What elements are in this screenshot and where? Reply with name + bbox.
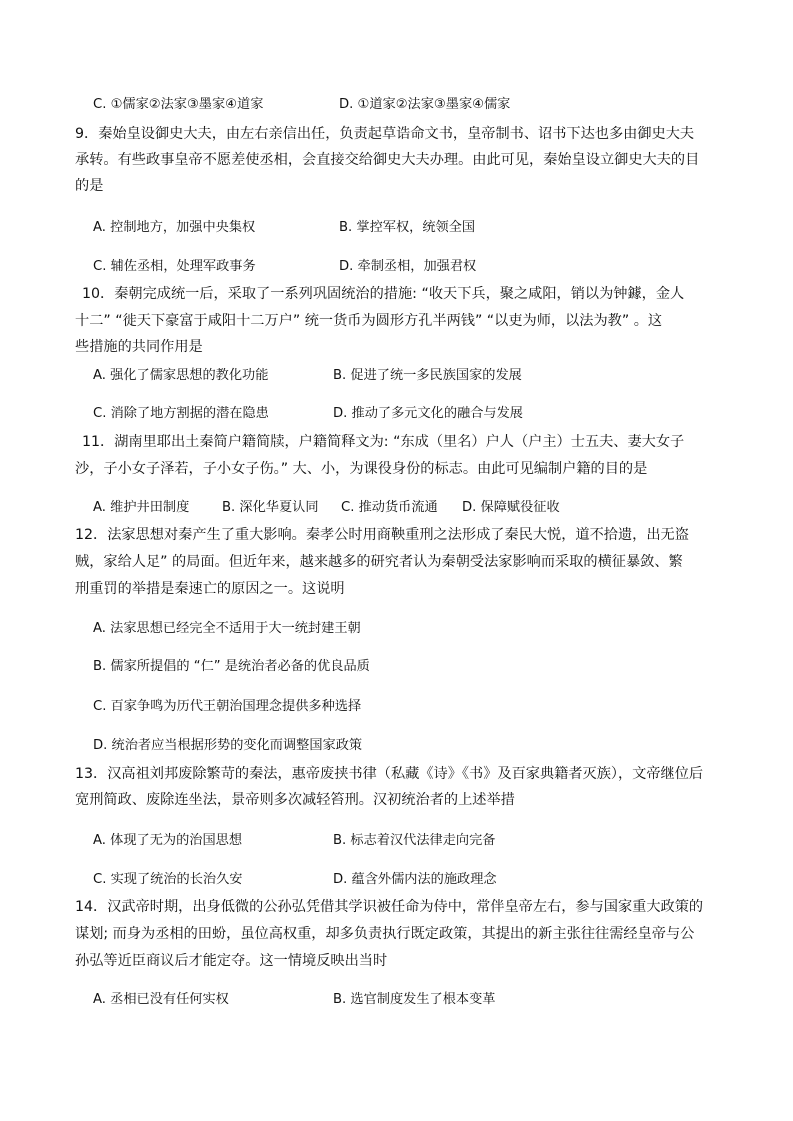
q10-option-c: C. 消除了地方割据的潜在隐患 xyxy=(93,406,269,421)
q10-option-b: B. 促进了统一多民族国家的发展 xyxy=(333,368,522,383)
q10-option-a: A. 强化了儒家思想的教化功能 xyxy=(93,368,269,383)
q10-option-d: D. 推动了多元文化的融合与发展 xyxy=(333,406,523,421)
q8-option-c: C. ①儒家②法家③墨家④道家 xyxy=(93,97,264,112)
q13-stem-line-2: 宽刑简政、废除连坐法，景帝则多次减轻笞刑。汉初统治者的上述举措 xyxy=(75,792,515,808)
q9-stem-line-2: 承转。有些政事皇帝不愿差使丞相，会直接交给御史大夫办理。由此可见，秦始皇设立御史大夫的目 xyxy=(75,152,700,168)
q9-stem-line-3: 的是 xyxy=(75,178,104,194)
q10-stem-line-2: 十二” “徙天下豪富于咸阳十二万户” 统一货币为圆形方孔半两钱” “以吏为师，以法为教” 。这 xyxy=(75,313,663,329)
q12-stem-line-2: 贼，家给人足” 的局面。但近年来，越来越多的研究者认为秦朝受法家影响而采取的横征暴敛、繁 xyxy=(75,554,683,570)
q9-option-d: D. 牵制丞相，加强君权 xyxy=(339,259,477,274)
q12-option-d: D. 统治者应当根据形势的变化而调整国家政策 xyxy=(93,738,363,753)
q9-option-c: C. 辅佐丞相，处理军政事务 xyxy=(93,259,256,274)
q10-stem-line-1: 10．秦朝完成统一后，采取了一系列巩固统治的措施: “收天下兵，聚之咸阳，销以为钟鐻，金人 xyxy=(82,286,685,302)
q9-option-a: A. 控制地方，加强中央集权 xyxy=(93,220,256,235)
q10-stem-line-3: 些措施的共同作用是 xyxy=(75,339,203,355)
q11-option-b: B. 深化华夏认同 xyxy=(222,500,319,515)
q11-option-d: D. 保障赋役征收 xyxy=(462,500,560,515)
q11-stem-line-1: 11．湖南里耶出土秦简户籍简牍，户籍简释文为: “东成（里名）户人（户主）士五夫、妻大女子 xyxy=(82,434,685,450)
q11-option-a: A. 维护井田制度 xyxy=(93,500,190,515)
q8-option-d: D. ①道家②法家③墨家④儒家 xyxy=(339,97,511,112)
q14-option-a: A. 丞相已没有任何实权 xyxy=(93,992,229,1007)
q14-option-b: B. 选官制度发生了根本变革 xyxy=(333,992,496,1007)
q12-stem-line-1: 12．法家思想对秦产生了重大影响。秦孝公时用商鞅重刑之法形成了秦民大悦，道不拾遗，出无盗 xyxy=(75,527,689,543)
q13-option-c: C. 实现了统治的长治久安 xyxy=(93,872,243,887)
q9-stem-line-1: 9．秦始皇设御史大夫，由左右亲信出任，负责起草诰命文书，皇帝制书、诏书下达也多由御史大夫 xyxy=(75,126,695,142)
q12-option-b: B. 儒家所提倡的 “仁” 是统治者必备的优良品质 xyxy=(93,659,370,674)
q12-option-c: C. 百家争鸣为历代王朝治国理念提供多种选择 xyxy=(93,699,362,714)
q12-option-a: A. 法家思想已经完全不适用于大一统封建王朝 xyxy=(93,621,361,636)
q13-option-a: A. 体现了无为的治国思想 xyxy=(93,833,243,848)
q13-option-b: B. 标志着汉代法律走向完备 xyxy=(333,833,496,848)
q9-option-b: B. 掌控军权，统领全国 xyxy=(339,220,476,235)
q11-option-c: C. 推动货币流通 xyxy=(341,500,438,515)
q14-stem-line-3: 孙弘等近臣商议后才能定夺。这一情境反映出当时 xyxy=(75,953,388,969)
q14-stem-line-2: 谋划; 而身为丞相的田蚡，虽位高权重，却多负责执行既定政策，其提出的新主张往往需经皇帝与公 xyxy=(75,926,695,942)
q12-stem-line-3: 刑重罚的举措是秦速亡的原因之一。这说明 xyxy=(75,581,345,597)
q14-stem-line-1: 14．汉武帝时期，出身低微的公孙弘凭借其学识被任命为侍中，常伴皇帝左右，参与国家重大政策的 xyxy=(75,899,704,915)
q11-stem-line-2: 沙，子小女子泽若，子小女子伤。” 大、小，为课役身份的标志。由此可见编制户籍的目的是 xyxy=(75,461,648,477)
q13-option-d: D. 蕴含外儒内法的施政理念 xyxy=(333,872,497,887)
q13-stem-line-1: 13．汉高祖刘邦废除繁苛的秦法，惠帝废挟书律（私藏《诗》《书》及百家典籍者灭族），文帝继位后 xyxy=(75,766,704,782)
